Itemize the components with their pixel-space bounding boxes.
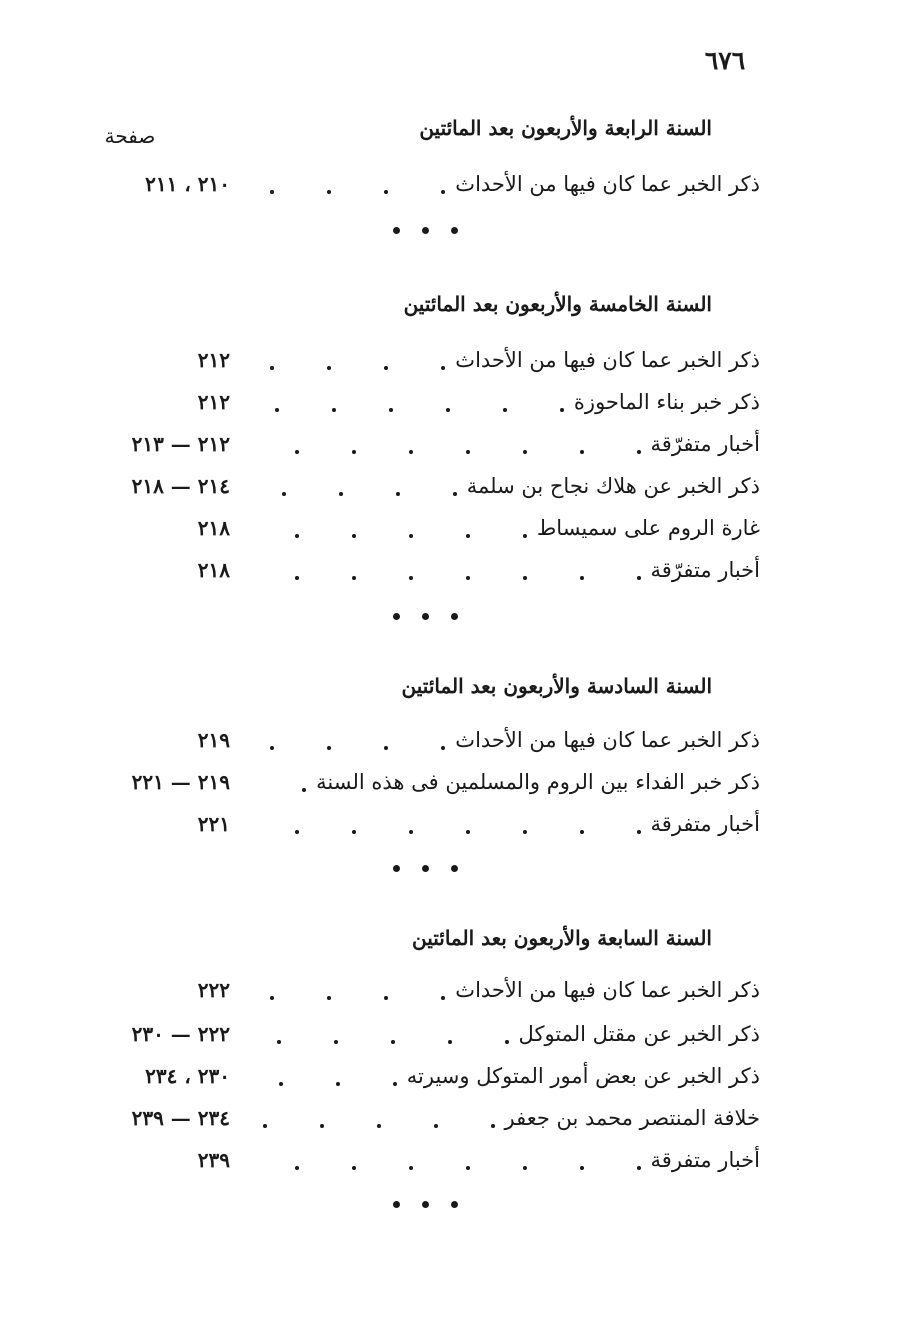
toc-entry bbox=[80, 552, 760, 592]
leader-dot bbox=[523, 450, 527, 454]
leader-dot bbox=[277, 1040, 281, 1044]
leader-dot bbox=[339, 492, 343, 496]
leader-dot bbox=[466, 450, 470, 454]
leader-dot bbox=[327, 190, 331, 194]
leader-dot bbox=[441, 366, 445, 370]
dot-leader bbox=[240, 722, 760, 758]
leader-dot bbox=[352, 450, 356, 454]
entry-pages: ٢١٢ — ٢١٣ bbox=[131, 432, 230, 456]
leader-dot bbox=[279, 1082, 283, 1086]
leader-dot bbox=[270, 996, 274, 1000]
leader-dot bbox=[409, 830, 413, 834]
leader-dot bbox=[523, 576, 527, 580]
leader-dot bbox=[352, 1166, 356, 1170]
leader-dot bbox=[270, 190, 274, 194]
entry-title: ذكر الخبر عن بعض أمور المتوكل وسيرته bbox=[406, 1064, 760, 1088]
entry-title: ذكر خبر الفداء بين الروم والمسلمين فى هذه السنة bbox=[316, 770, 760, 794]
leader-dot bbox=[434, 1124, 438, 1128]
toc-entry bbox=[80, 806, 760, 846]
leader-dot bbox=[295, 576, 299, 580]
dot-leader bbox=[240, 806, 760, 842]
leader-dot bbox=[275, 408, 279, 412]
leader-dot bbox=[466, 1166, 470, 1170]
entry-title: أخبار متفرقة bbox=[650, 1148, 760, 1172]
leader-dot bbox=[389, 408, 393, 412]
toc-entry bbox=[80, 722, 760, 762]
leader-dot bbox=[332, 408, 336, 412]
leader-dot bbox=[352, 576, 356, 580]
section-separator bbox=[375, 862, 475, 874]
leader-dot bbox=[393, 1082, 397, 1086]
leader-dot bbox=[580, 830, 584, 834]
leader-dot bbox=[453, 492, 457, 496]
section-separator bbox=[375, 610, 475, 622]
dot-leader bbox=[240, 764, 760, 800]
leader-dot bbox=[352, 534, 356, 538]
entry-pages: ٢٢٢ bbox=[197, 978, 230, 1002]
leader-dot bbox=[637, 830, 641, 834]
leader-dot bbox=[637, 576, 641, 580]
entry-title: ذكر الخبر عما كان فيها من الأحداث bbox=[455, 978, 760, 1002]
dot-leader bbox=[240, 468, 760, 504]
leader-dot bbox=[523, 1166, 527, 1170]
leader-dot bbox=[327, 746, 331, 750]
leader-dot bbox=[505, 1040, 509, 1044]
leader-dot bbox=[409, 576, 413, 580]
dot-leader bbox=[240, 1016, 760, 1052]
dot-leader bbox=[240, 972, 760, 1008]
section-heading: السنة السابعة والأربعون بعد المائتين bbox=[411, 926, 712, 950]
leader-dot bbox=[441, 746, 445, 750]
leader-dot bbox=[409, 534, 413, 538]
leader-dot bbox=[637, 450, 641, 454]
dot-leader bbox=[240, 426, 760, 462]
leader-dot bbox=[295, 1166, 299, 1170]
entry-title: ذكر الخبر عما كان فيها من الأحداث bbox=[455, 728, 760, 752]
dot-leader bbox=[240, 384, 760, 420]
entry-title: ذكر خبر بناء الماحوزة bbox=[573, 390, 760, 414]
toc-entry bbox=[80, 342, 760, 382]
leader-dot bbox=[336, 1082, 340, 1086]
entry-pages: ٢١٨ bbox=[197, 558, 230, 582]
dot-leader bbox=[240, 166, 760, 202]
entry-title: ذكر الخبر عن هلاك نجاح بن سلمة bbox=[466, 474, 760, 498]
dot-leader bbox=[240, 552, 760, 588]
entry-title: أخبار متفرّقة bbox=[650, 558, 760, 582]
leader-dot bbox=[441, 996, 445, 1000]
toc-entry bbox=[80, 1016, 760, 1056]
leader-dot bbox=[448, 1040, 452, 1044]
dot-leader bbox=[240, 1142, 760, 1178]
entry-title: ذكر الخبر عما كان فيها من الأحداث bbox=[455, 348, 760, 372]
leader-dot bbox=[466, 576, 470, 580]
entry-title: ذكر الخبر عما كان فيها من الأحداث bbox=[455, 172, 760, 196]
entry-pages: ٢٣٠ ، ٢٣٤ bbox=[145, 1064, 230, 1088]
toc-entry bbox=[80, 384, 760, 424]
toc-entry bbox=[80, 1100, 760, 1140]
leader-dot bbox=[327, 366, 331, 370]
leader-dot bbox=[580, 576, 584, 580]
dot-leader bbox=[240, 1100, 760, 1136]
section-separator bbox=[375, 224, 475, 236]
leader-dot bbox=[270, 746, 274, 750]
entry-title: أخبار متفرّقة bbox=[650, 432, 760, 456]
entry-pages: ٢٣٤ — ٢٣٩ bbox=[131, 1106, 230, 1130]
entry-pages: ٢٢١ bbox=[197, 812, 230, 836]
leader-dot bbox=[503, 408, 507, 412]
dot-leader bbox=[240, 510, 760, 546]
leader-dot bbox=[352, 830, 356, 834]
leader-dot bbox=[637, 1166, 641, 1170]
entry-title: ذكر الخبر عن مقتل المتوكل bbox=[518, 1022, 760, 1046]
leader-dot bbox=[523, 534, 527, 538]
entry-title: غارة الروم على سميساط bbox=[536, 516, 760, 540]
leader-dot bbox=[523, 830, 527, 834]
toc-entry bbox=[80, 166, 760, 206]
entry-pages: ٢١٠ ، ٢١١ bbox=[145, 172, 230, 196]
leader-dot bbox=[391, 1040, 395, 1044]
entry-pages: ٢١٩ — ٢٢١ bbox=[131, 770, 230, 794]
toc-entry bbox=[80, 972, 760, 1012]
leader-dot bbox=[377, 1124, 381, 1128]
leader-dot bbox=[384, 746, 388, 750]
toc-entry bbox=[80, 1058, 760, 1098]
leader-dot bbox=[263, 1124, 267, 1128]
leader-dot bbox=[384, 366, 388, 370]
toc-entry bbox=[80, 510, 760, 550]
dot-leader bbox=[240, 342, 760, 378]
section-heading: السنة الخامسة والأربعون بعد المائتين bbox=[403, 292, 712, 316]
page-column-label: صفحة bbox=[104, 124, 156, 148]
leader-dot bbox=[466, 534, 470, 538]
dot-leader bbox=[240, 1058, 760, 1094]
section-heading: السنة السادسة والأربعون بعد المائتين bbox=[401, 674, 712, 698]
entry-pages: ٢٢٢ — ٢٣٠ bbox=[131, 1022, 230, 1046]
section-heading: السنة الرابعة والأربعون بعد المائتين bbox=[419, 116, 712, 140]
leader-dot bbox=[295, 830, 299, 834]
entry-pages: ٢١٤ — ٢١٨ bbox=[131, 474, 230, 498]
toc-entry bbox=[80, 468, 760, 508]
entry-pages: ٢١٢ bbox=[197, 390, 230, 414]
entry-title: أخبار متفرقة bbox=[650, 812, 760, 836]
entry-pages: ٢١٨ bbox=[197, 516, 230, 540]
leader-dot bbox=[396, 492, 400, 496]
leader-dot bbox=[302, 788, 306, 792]
leader-dot bbox=[580, 450, 584, 454]
leader-dot bbox=[491, 1124, 495, 1128]
leader-dot bbox=[441, 190, 445, 194]
entry-pages: ٢٣٩ bbox=[197, 1148, 230, 1172]
leader-dot bbox=[384, 996, 388, 1000]
entry-pages: ٢١٢ bbox=[197, 348, 230, 372]
page-number: ٦٧٦ bbox=[704, 46, 746, 75]
leader-dot bbox=[320, 1124, 324, 1128]
toc-entry bbox=[80, 426, 760, 466]
toc-entry bbox=[80, 764, 760, 804]
leader-dot bbox=[327, 996, 331, 1000]
leader-dot bbox=[580, 1166, 584, 1170]
leader-dot bbox=[560, 408, 564, 412]
entry-pages: ٢١٩ bbox=[197, 728, 230, 752]
leader-dot bbox=[295, 450, 299, 454]
entry-title: خلافة المنتصر محمد بن جعفر bbox=[504, 1106, 760, 1130]
leader-dot bbox=[466, 830, 470, 834]
toc-entry bbox=[80, 1142, 760, 1182]
leader-dot bbox=[295, 534, 299, 538]
leader-dot bbox=[334, 1040, 338, 1044]
leader-dot bbox=[446, 408, 450, 412]
leader-dot bbox=[409, 450, 413, 454]
leader-dot bbox=[384, 190, 388, 194]
leader-dot bbox=[270, 366, 274, 370]
section-separator bbox=[375, 1198, 475, 1210]
leader-dot bbox=[282, 492, 286, 496]
leader-dot bbox=[409, 1166, 413, 1170]
